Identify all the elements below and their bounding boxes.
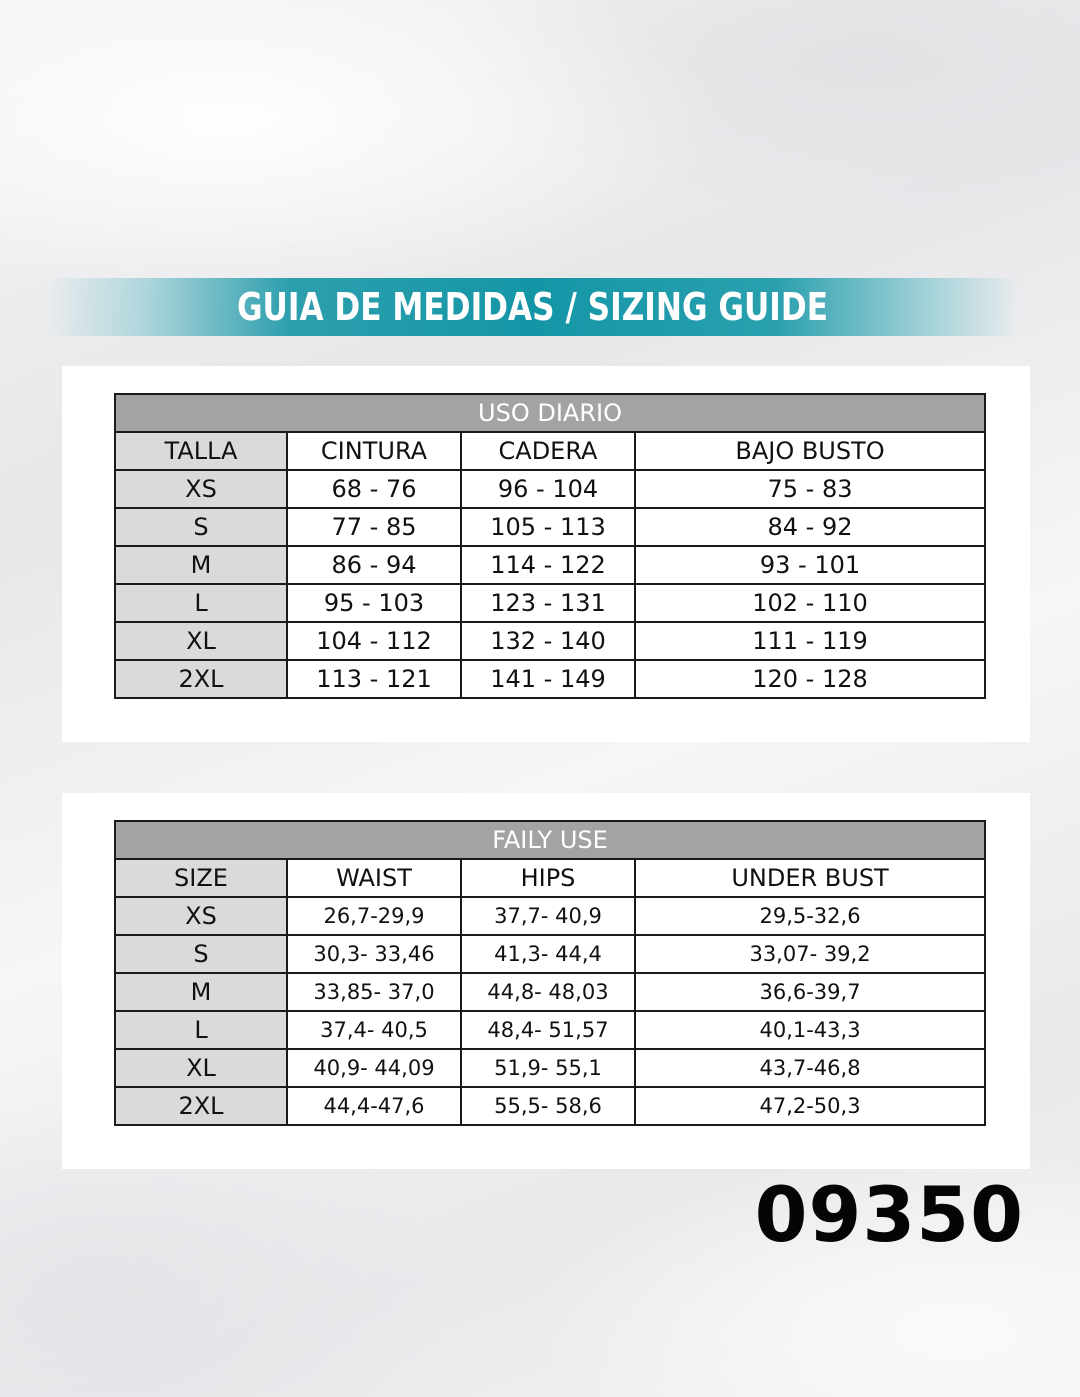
size-cell: XL: [115, 1049, 287, 1087]
size-cell: XS: [115, 470, 287, 508]
metric-size-panel: [62, 366, 1030, 742]
waist-cell: 86 - 94: [287, 546, 461, 584]
table-row: [115, 973, 985, 1011]
model-number: 09350: [754, 1170, 1024, 1259]
hips-cell: 51,9- 55,1: [461, 1049, 635, 1087]
table-row: [115, 1049, 985, 1087]
hips-cell: 141 - 149: [461, 660, 635, 698]
waist-cell: 104 - 112: [287, 622, 461, 660]
column-header-under-bust: UNDER BUST: [635, 859, 985, 897]
under-bust-cell: 75 - 83: [635, 470, 985, 508]
table-row: [115, 546, 985, 584]
column-header-under-bust: BAJO BUSTO: [635, 432, 985, 470]
hips-cell: 96 - 104: [461, 470, 635, 508]
waist-cell: 95 - 103: [287, 584, 461, 622]
waist-cell: 68 - 76: [287, 470, 461, 508]
imperial-size-table: [114, 820, 986, 1126]
table-header-row: [115, 432, 985, 470]
table-row: [115, 897, 985, 935]
table-row: [115, 935, 985, 973]
waist-cell: 113 - 121: [287, 660, 461, 698]
size-cell: S: [115, 508, 287, 546]
column-header-size: TALLA: [115, 432, 287, 470]
under-bust-cell: 40,1-43,3: [635, 1011, 985, 1049]
table-row: [115, 470, 985, 508]
size-cell: M: [115, 546, 287, 584]
hips-cell: 114 - 122: [461, 546, 635, 584]
under-bust-cell: 29,5-32,6: [635, 897, 985, 935]
metric-size-table: [114, 393, 986, 699]
column-header-waist: WAIST: [287, 859, 461, 897]
title-banner: [45, 278, 1020, 336]
hips-cell: 55,5- 58,6: [461, 1087, 635, 1125]
under-bust-cell: 111 - 119: [635, 622, 985, 660]
column-header-size: SIZE: [115, 859, 287, 897]
under-bust-cell: 102 - 110: [635, 584, 985, 622]
page-title: GUIA DE MEDIDAS / SIZING GUIDE: [236, 285, 829, 329]
size-cell: 2XL: [115, 1087, 287, 1125]
under-bust-cell: 47,2-50,3: [635, 1087, 985, 1125]
waist-cell: 37,4- 40,5: [287, 1011, 461, 1049]
imperial-size-panel: [62, 793, 1030, 1169]
under-bust-cell: 43,7-46,8: [635, 1049, 985, 1087]
waist-cell: 77 - 85: [287, 508, 461, 546]
size-cell: 2XL: [115, 660, 287, 698]
hips-cell: 123 - 131: [461, 584, 635, 622]
table-caption-row: [115, 394, 985, 432]
under-bust-cell: 33,07- 39,2: [635, 935, 985, 973]
hips-cell: 37,7- 40,9: [461, 897, 635, 935]
size-cell: XS: [115, 897, 287, 935]
size-cell: L: [115, 584, 287, 622]
table-row: [115, 1087, 985, 1125]
table-caption: FAILY USE: [115, 821, 985, 859]
table-row: [115, 584, 985, 622]
size-cell: M: [115, 973, 287, 1011]
hips-cell: 48,4- 51,57: [461, 1011, 635, 1049]
waist-cell: 26,7-29,9: [287, 897, 461, 935]
waist-cell: 40,9- 44,09: [287, 1049, 461, 1087]
under-bust-cell: 84 - 92: [635, 508, 985, 546]
hips-cell: 132 - 140: [461, 622, 635, 660]
size-cell: L: [115, 1011, 287, 1049]
column-header-waist: CINTURA: [287, 432, 461, 470]
column-header-hips: CADERA: [461, 432, 635, 470]
table-row: [115, 622, 985, 660]
size-cell: S: [115, 935, 287, 973]
table-row: [115, 1011, 985, 1049]
table-row: [115, 660, 985, 698]
table-caption-row: [115, 821, 985, 859]
under-bust-cell: 120 - 128: [635, 660, 985, 698]
hips-cell: 105 - 113: [461, 508, 635, 546]
waist-cell: 33,85- 37,0: [287, 973, 461, 1011]
size-cell: XL: [115, 622, 287, 660]
waist-cell: 30,3- 33,46: [287, 935, 461, 973]
hips-cell: 41,3- 44,4: [461, 935, 635, 973]
under-bust-cell: 36,6-39,7: [635, 973, 985, 1011]
table-row: [115, 508, 985, 546]
hips-cell: 44,8- 48,03: [461, 973, 635, 1011]
under-bust-cell: 93 - 101: [635, 546, 985, 584]
table-caption: USO DIARIO: [115, 394, 985, 432]
table-header-row: [115, 859, 985, 897]
waist-cell: 44,4-47,6: [287, 1087, 461, 1125]
column-header-hips: HIPS: [461, 859, 635, 897]
